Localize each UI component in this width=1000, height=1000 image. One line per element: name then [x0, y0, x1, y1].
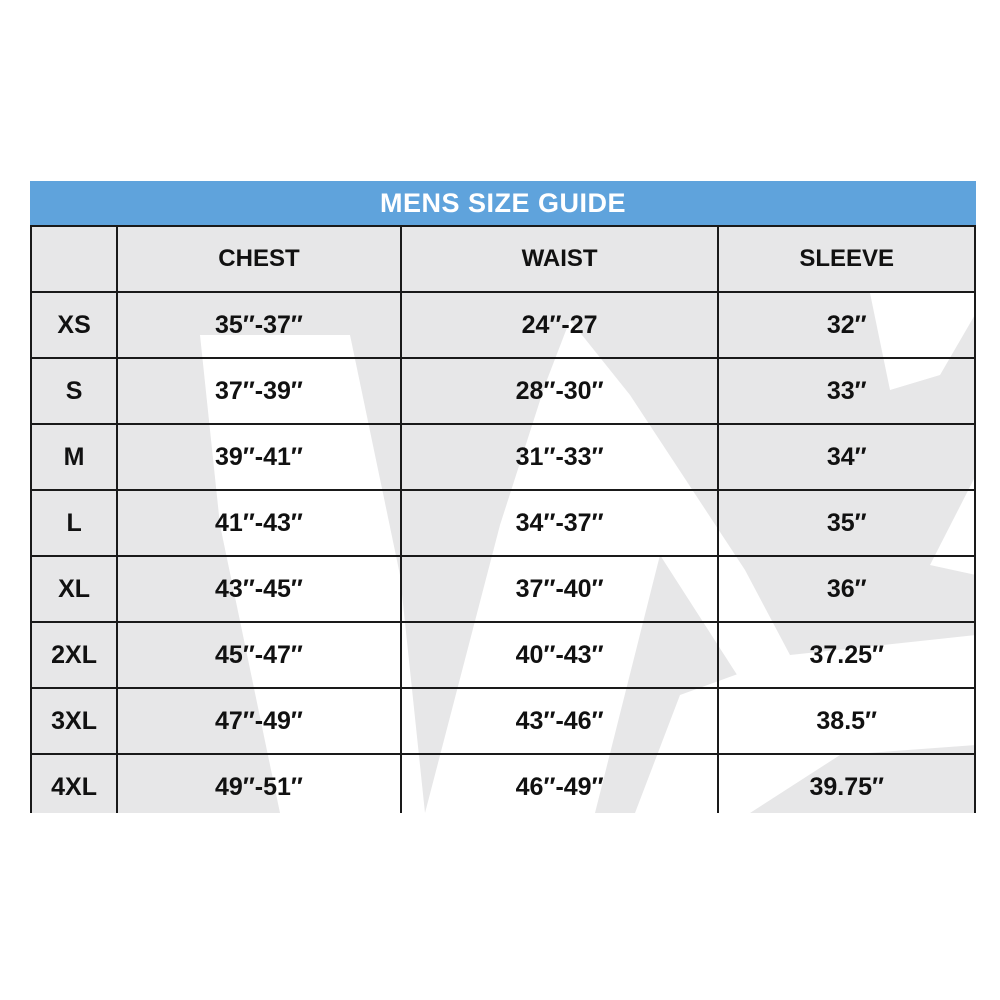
table-row — [31, 292, 975, 358]
size-cell: 3XL — [31, 688, 117, 754]
size-cell: L — [31, 490, 117, 556]
sleeve-cell: 33″ — [718, 358, 975, 424]
waist-cell: 46″-49″ — [401, 754, 719, 813]
table-row — [31, 556, 975, 622]
chest-cell: 45″-47″ — [117, 622, 401, 688]
sleeve-cell: 38.5″ — [718, 688, 975, 754]
sleeve-cell: 32″ — [718, 292, 975, 358]
table-row — [31, 688, 975, 754]
sleeve-cell: 39.75″ — [718, 754, 975, 813]
table-area — [30, 225, 976, 813]
chest-cell: 43″-45″ — [117, 556, 401, 622]
waist-cell: 40″-43″ — [401, 622, 719, 688]
chest-cell: 49″-51″ — [117, 754, 401, 813]
sleeve-cell: 34″ — [718, 424, 975, 490]
size-guide-chart — [30, 181, 976, 813]
sleeve-cell: 36″ — [718, 556, 975, 622]
chest-cell: 37″-39″ — [117, 358, 401, 424]
chest-cell: 47″-49″ — [117, 688, 401, 754]
table-row — [31, 358, 975, 424]
waist-cell: 24″-27 — [401, 292, 719, 358]
waist-cell: 37″-40″ — [401, 556, 719, 622]
waist-cell: 31″-33″ — [401, 424, 719, 490]
size-cell: 4XL — [31, 754, 117, 813]
waist-cell: 34″-37″ — [401, 490, 719, 556]
size-cell: 2XL — [31, 622, 117, 688]
sleeve-cell: 35″ — [718, 490, 975, 556]
header-row — [31, 226, 975, 292]
chest-cell: 35″-37″ — [117, 292, 401, 358]
sleeve-cell: 37.25″ — [718, 622, 975, 688]
size-cell: XS — [31, 292, 117, 358]
header-size — [31, 226, 117, 292]
size-cell: S — [31, 358, 117, 424]
title-bar — [30, 181, 976, 225]
chest-cell: 39″-41″ — [117, 424, 401, 490]
size-cell: XL — [31, 556, 117, 622]
waist-cell: 28″-30″ — [401, 358, 719, 424]
header-sleeve: SLEEVE — [718, 226, 975, 292]
table-row — [31, 490, 975, 556]
table-row — [31, 424, 975, 490]
size-cell: M — [31, 424, 117, 490]
header-chest: CHEST — [117, 226, 401, 292]
chest-cell: 41″-43″ — [117, 490, 401, 556]
table-row — [31, 754, 975, 813]
header-waist: WAIST — [401, 226, 719, 292]
size-guide-title: MENS SIZE GUIDE — [379, 187, 627, 218]
table-row — [31, 622, 975, 688]
size-table — [30, 225, 976, 813]
waist-cell: 43″-46″ — [401, 688, 719, 754]
